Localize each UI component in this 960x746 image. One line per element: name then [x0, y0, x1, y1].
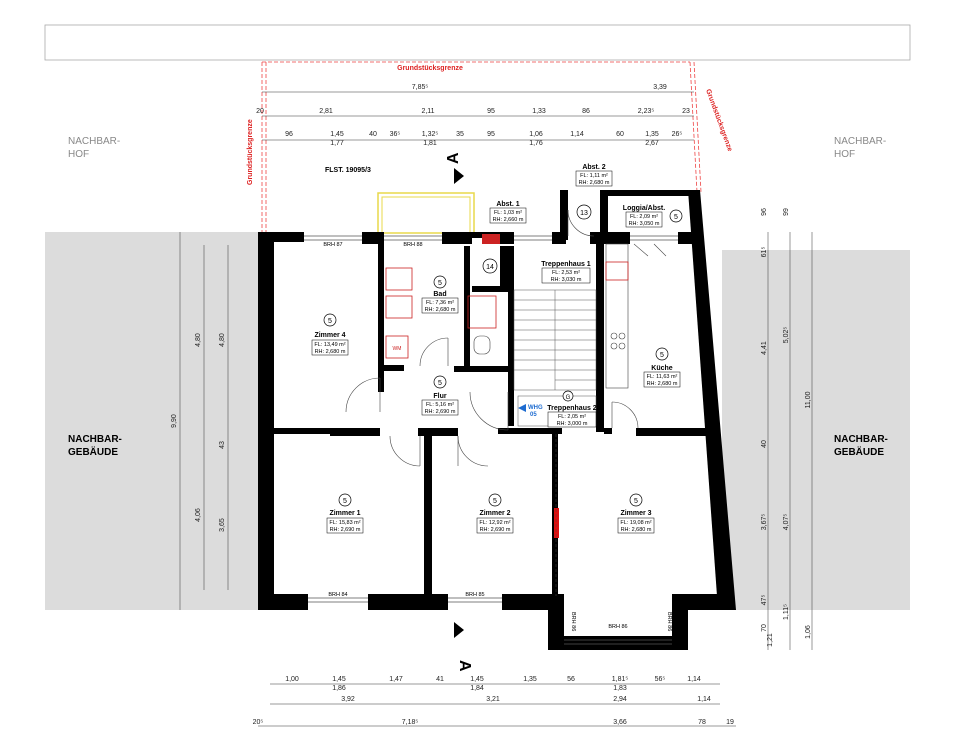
- svg-text:Flur: Flur: [433, 393, 447, 400]
- dimension-label: 4,07⁵: [783, 513, 790, 531]
- dimension-label: 1,33: [532, 108, 546, 115]
- room-zimmer3: [618, 494, 654, 533]
- dimension-label: 4,80: [195, 333, 202, 347]
- svg-text:Zimmer 1: Zimmer 1: [329, 510, 361, 517]
- svg-text:Treppenhaus 1: Treppenhaus 1: [541, 261, 591, 268]
- header-frame: [45, 25, 910, 60]
- svg-text:RH: 3,050 m: RH: 3,050 m: [628, 221, 660, 227]
- room-bad: [422, 276, 458, 313]
- dimension-label: 1,14: [687, 676, 701, 683]
- brh-label: BRH 86: [570, 612, 576, 632]
- dimension-label: 3,65: [219, 518, 226, 532]
- svg-text:RH: 2,690 m: RH: 2,690 m: [329, 527, 361, 533]
- room-zimmer2: [477, 494, 513, 533]
- svg-text:FL: 1,03 m²: FL: 1,03 m²: [493, 210, 523, 216]
- dimension-label: 1,11⁵: [783, 603, 790, 621]
- dimension-label: 56⁵: [654, 676, 666, 683]
- dimension-label: 19: [726, 719, 734, 726]
- neighbor-yard-right-line1: NACHBAR-: [834, 136, 887, 147]
- kitchen-counter: [606, 244, 628, 388]
- svg-text:RH: 2,680 m: RH: 2,680 m: [646, 381, 678, 387]
- dimension-label: 2,23⁵: [637, 108, 655, 115]
- dimension-label: 1,14: [570, 131, 584, 138]
- dimension-label: 35: [456, 131, 464, 138]
- section-marker-top: [454, 168, 464, 184]
- dimension-label: 2,67: [645, 140, 659, 147]
- dimension-label: 56: [567, 676, 575, 683]
- brh-label: BRH 86: [666, 612, 672, 632]
- parcel-label: FLST. 19095/3: [325, 167, 371, 174]
- neighbor-building-right-line2: GEBÄUDE: [834, 447, 885, 458]
- windows: [304, 236, 678, 644]
- svg-text:FL: 5,16 m²: FL: 5,16 m²: [425, 402, 455, 408]
- dimension-label: 40: [761, 440, 768, 448]
- brh-label: BRH 88: [403, 242, 423, 248]
- dimension-label: 4,80: [219, 333, 226, 347]
- room-flur: [422, 376, 458, 415]
- dimension-label: 96: [761, 208, 768, 216]
- dimension-label: 40: [369, 131, 377, 138]
- dimension-label: 26⁵: [671, 131, 683, 138]
- dimension-label: 1,06: [805, 625, 812, 639]
- svg-text:5: 5: [438, 380, 442, 387]
- dimension-label: 4,06: [195, 508, 202, 522]
- neighbor-building-right: [722, 250, 910, 610]
- dimension-label: 3,66: [613, 719, 627, 726]
- toilet-icon: [474, 336, 490, 354]
- svg-text:Zimmer 2: Zimmer 2: [479, 510, 511, 517]
- neighbor-building-left-line2: GEBÄUDE: [68, 447, 119, 458]
- svg-text:5: 5: [493, 498, 497, 505]
- section-label-top: A: [445, 152, 462, 164]
- staircase: [514, 290, 596, 390]
- dimension-label: 20: [256, 108, 264, 115]
- section-label-bottom: A: [456, 660, 473, 672]
- svg-text:RH: 2,680 m: RH: 2,680 m: [424, 307, 456, 313]
- svg-text:RH: 2,690 m: RH: 2,690 m: [479, 527, 511, 533]
- dimension-label: 36⁵: [389, 131, 401, 138]
- svg-text:FL: 2,09 m²: FL: 2,09 m²: [629, 214, 659, 220]
- dimension-label: 61⁵: [761, 246, 768, 258]
- room-treppenhaus1: [541, 261, 591, 283]
- marker-13: [577, 205, 591, 219]
- balcony-outline: [378, 193, 474, 233]
- dimension-label: 86: [582, 108, 590, 115]
- svg-text:Bad: Bad: [433, 291, 447, 298]
- wall-marker: [554, 508, 559, 538]
- room-zimmer1: [327, 494, 363, 533]
- svg-text:FL: 12,92 m²: FL: 12,92 m²: [479, 520, 511, 526]
- room-kueche: [644, 348, 680, 387]
- dimension-label: 1,81: [423, 140, 437, 147]
- svg-text:FL: 19,08 m²: FL: 19,08 m²: [620, 520, 652, 526]
- neighbor-building-right-line1: NACHBAR-: [834, 434, 888, 445]
- svg-text:5: 5: [328, 318, 332, 325]
- dimension-label: 1,21: [767, 633, 774, 647]
- dimension-label: 1,77: [330, 140, 344, 147]
- dimension-label: 23: [682, 108, 690, 115]
- neighbor-building-left: [45, 232, 258, 610]
- dimension-label: 3,67⁵: [761, 513, 768, 531]
- dimension-label: 1,35: [523, 676, 537, 683]
- svg-text:RH: 3,000 m: RH: 3,000 m: [556, 421, 588, 427]
- svg-text:RH: 2,680 m: RH: 2,680 m: [314, 349, 346, 355]
- svg-text:FL: 15,83 m²: FL: 15,83 m²: [329, 520, 361, 526]
- neighbor-yard-left-line2: HOF: [68, 149, 90, 160]
- dimension-label: 20⁵: [252, 719, 264, 726]
- dimension-label: 1,86: [332, 685, 346, 692]
- dimension-label: 43: [219, 441, 226, 449]
- svg-text:FL: 2,53 m²: FL: 2,53 m²: [551, 270, 581, 276]
- room-abst1: [490, 201, 526, 223]
- dimension-label: 95: [487, 108, 495, 115]
- svg-text:RH: 3,030 m: RH: 3,030 m: [550, 277, 582, 283]
- dimension-label: 2,11: [421, 108, 435, 115]
- svg-text:FL: 1,11 m²: FL: 1,11 m²: [580, 173, 608, 179]
- dimension-label: 1,45: [330, 131, 344, 138]
- dimension-label: 9,90: [171, 414, 178, 428]
- dimension-label: 96: [285, 131, 293, 138]
- neighbor-building-left-line1: NACHBAR-: [68, 434, 122, 445]
- svg-text:Treppenhaus 2: Treppenhaus 2: [547, 405, 597, 412]
- chimney: [482, 234, 500, 244]
- fridge: [606, 262, 628, 280]
- apartment-label: WHG: [528, 405, 543, 411]
- dimension-label: 1,81⁵: [611, 676, 629, 683]
- dimension-label: 1,06: [529, 131, 543, 138]
- dimension-label: 11,00: [805, 391, 812, 409]
- neighbor-yard-right-line2: HOF: [834, 149, 856, 160]
- dimension-label: 1,84: [470, 685, 484, 692]
- section-marker-bottom: [454, 622, 464, 638]
- svg-text:RH: 2,680 m: RH: 2,680 m: [620, 527, 652, 533]
- dimension-label: 1,76: [529, 140, 543, 147]
- room-abst2: [576, 164, 612, 186]
- svg-text:Loggia/Abst.: Loggia/Abst.: [622, 205, 666, 212]
- dimension-label: 99: [783, 208, 790, 216]
- brh-label: BRH 84: [328, 592, 348, 598]
- walls: [258, 190, 736, 650]
- dimension-label: 1,47: [389, 676, 403, 683]
- svg-text:5: 5: [660, 352, 664, 359]
- dimension-label: 47⁵: [761, 594, 768, 606]
- svg-text:Küche: Küche: [651, 365, 673, 372]
- dimension-label: 95: [487, 131, 495, 138]
- svg-text:Zimmer 3: Zimmer 3: [620, 510, 652, 517]
- svg-text:FL: 11,63 m²: FL: 11,63 m²: [646, 374, 678, 380]
- svg-text:G: G: [565, 395, 571, 401]
- svg-text:5: 5: [674, 214, 678, 221]
- brh-label: BRH 86: [608, 624, 628, 630]
- dimension-label: 7,85⁵: [411, 84, 429, 91]
- dimension-label: 1,00: [285, 676, 299, 683]
- dimension-label: 3,21: [486, 696, 500, 703]
- boundary-label-left: Grundstücksgrenze: [247, 119, 254, 185]
- boundary-label-right: Grundstücksgrenze: [704, 88, 734, 153]
- svg-text:RH: 2,660 m: RH: 2,660 m: [492, 217, 524, 223]
- svg-text:RH: 2,680 m: RH: 2,680 m: [578, 180, 610, 186]
- dimension-label: 2,81: [319, 108, 333, 115]
- svg-text:5: 5: [343, 498, 347, 505]
- dimension-label: 3,92: [341, 696, 355, 703]
- brh-label: BRH 85: [465, 592, 485, 598]
- dimension-label: 60: [616, 131, 624, 138]
- svg-text:Abst. 1: Abst. 1: [496, 201, 520, 208]
- room-zimmer4: [312, 314, 348, 355]
- boundary-label-top: Grundstücksgrenze: [397, 65, 463, 72]
- dimension-label: 1,83: [613, 685, 627, 692]
- svg-text:FL: 13,49 m²: FL: 13,49 m²: [314, 342, 346, 348]
- room-name: Zimmer 4: [314, 332, 346, 339]
- svg-text:14: 14: [486, 264, 494, 271]
- svg-text:Abst. 2: Abst. 2: [582, 164, 606, 171]
- dimension-label: 7,18⁵: [401, 719, 419, 726]
- brh-label: BRH 87: [323, 242, 343, 248]
- dimension-label: 3,39: [653, 84, 667, 91]
- svg-text:FL: 2,05 m²: FL: 2,05 m²: [557, 414, 587, 420]
- svg-text:5: 5: [634, 498, 638, 505]
- svg-text:5: 5: [438, 280, 442, 287]
- dimension-label: 1,14: [697, 696, 711, 703]
- neighbor-yard-left-line1: NACHBAR-: [68, 136, 121, 147]
- dimension-label: 78: [698, 719, 706, 726]
- dimension-label: 1,45: [332, 676, 346, 683]
- dimension-label: 1,32⁵: [421, 131, 439, 138]
- dimension-label: 41: [436, 676, 444, 683]
- room-loggia: [623, 205, 682, 227]
- svg-text:RH: 2,690 m: RH: 2,690 m: [424, 409, 456, 415]
- apartment-number: 05: [530, 412, 537, 418]
- svg-text:FL: 7,36 m²: FL: 7,36 m²: [425, 300, 455, 306]
- dimension-label: 70: [761, 624, 768, 632]
- svg-text:13: 13: [580, 210, 588, 217]
- dimension-label: 5,02⁵: [783, 326, 790, 344]
- marker-14: [483, 259, 497, 273]
- dimension-label: 1,35: [645, 131, 659, 138]
- dimension-label: 1,45: [470, 676, 484, 683]
- dimension-label: 2,94: [613, 696, 627, 703]
- dimension-label: 4,41: [761, 341, 768, 355]
- washing-machine-label: WM: [392, 346, 402, 352]
